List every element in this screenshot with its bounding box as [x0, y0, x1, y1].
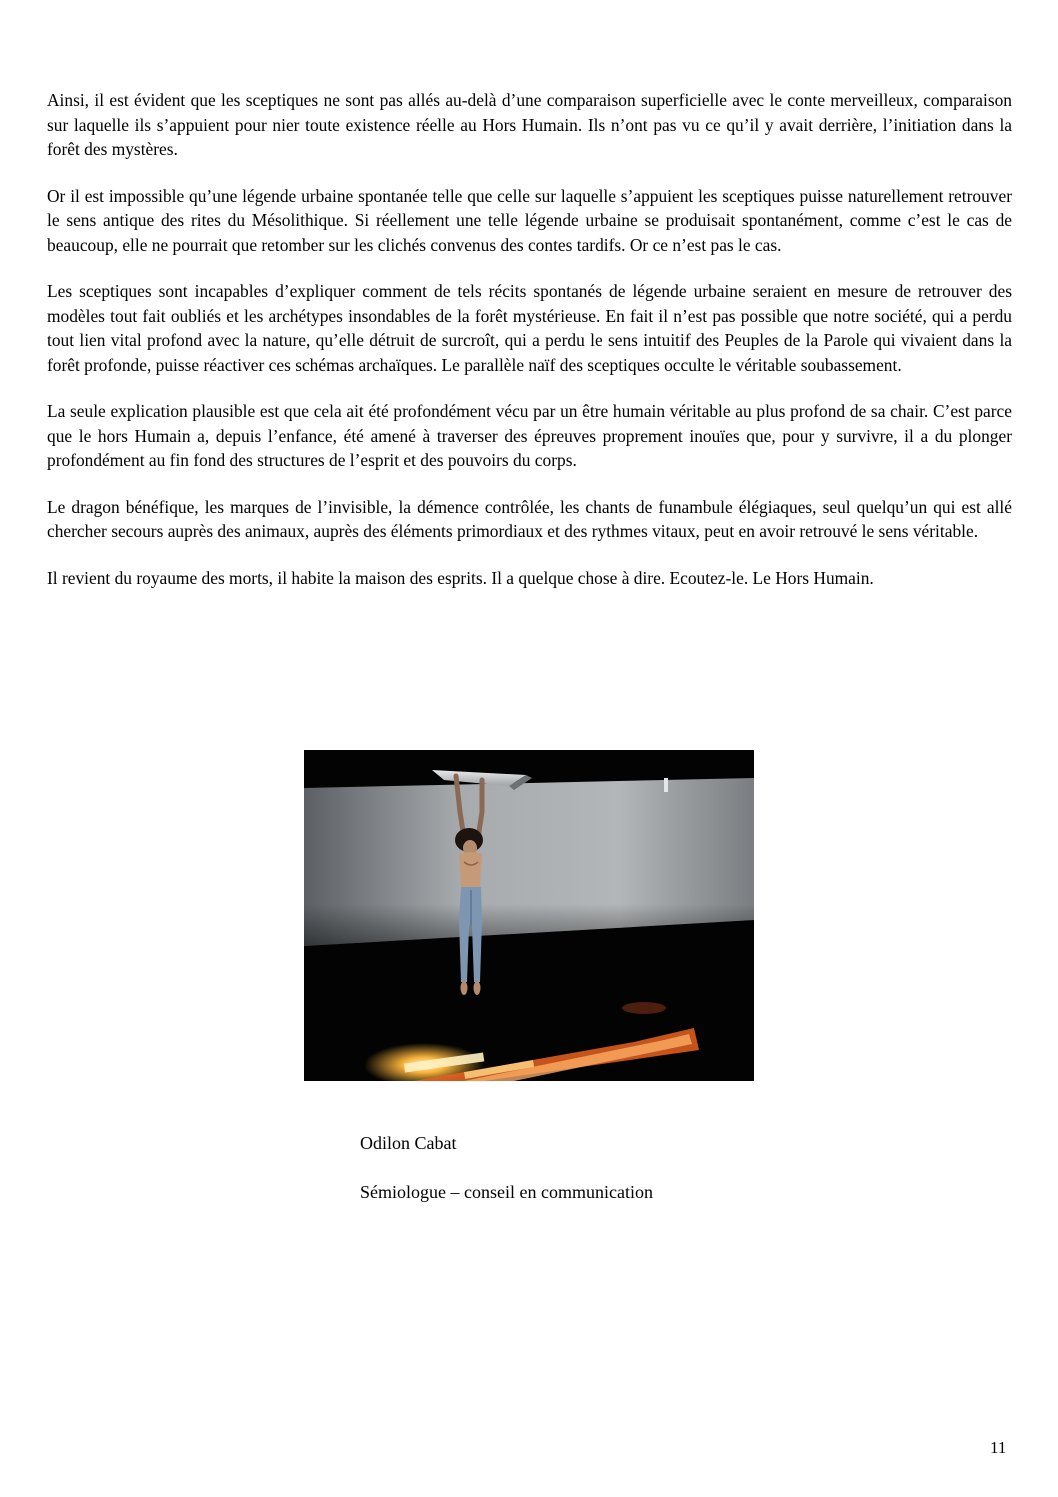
performer-photo	[304, 750, 754, 1081]
paragraph: Les sceptiques sont incapables d’expliquer comment de tels récits spontanés de légende urbaine seraient en mesure de retrouver des modèles tout fait oubliés et les archétypes insondables de la forêt mystérieuse. En fait il n’est pas possible que notre société, qui a perdu tout lien vital profond avec la nature, qu’elle détruit de surcroît, qui a perdu le sens intuitif des Peuples de la Parole qui vivaient dans la forêt profonde, puisse réactiver ces schémas archaïques. Le parallèle naïf des sceptiques occulte le véritable soubassement.	[47, 281, 1012, 375]
page-number: 11	[990, 1438, 1007, 1457]
paragraph: Le dragon bénéfique, les marques de l’invisible, la démence contrôlée, les chants de funambule élégiaques, seul quelqu’un qui est allé chercher secours auprès des animaux, auprès des éléments primordiaux et des rythmes vitaux, peut en avoir retrouvé le sens véritable.	[47, 496, 1012, 541]
paragraph: Il revient du royaume des morts, il habite la maison des esprits. Il a quelque chose à dire. Ecoutez-le. Le Hors Humain.	[47, 567, 874, 588]
body-text	[47, 88, 1012, 612]
photo-illustration	[304, 750, 754, 1081]
paragraph: Or il est impossible qu’une légende urbaine spontanée telle que celle sur laquelle s’appuient les sceptiques puisse naturellement retrouver le sens antique des rites du Mésolithique. Si réellement une telle légende urbaine se produisait spontanément, comme c’est le cas de beaucoup, elle ne pourrait que retomber sur les clichés convenus des contes tardifs. Or ce n’est pas le cas.	[47, 185, 1012, 255]
signature-name: Odilon Cabat	[360, 1133, 457, 1153]
paragraph: Ainsi, il est évident que les sceptiques ne sont pas allés au-delà d’une comparaison superficielle avec le conte merveilleux, comparaison sur laquelle ils s’appuient pour nier toute existence réelle au Hors Humain. Ils n’ont pas vu ce qu’il y avait derrière, l’initiation dans la forêt des mystères.	[47, 90, 1012, 159]
paragraph: La seule explication plausible est que cela ait été profondément vécu par un être humain véritable au plus profond de sa chair. C’est parce que le hors Humain a, depuis l’enfance, été amené à traverser des épreuves proprement inouïes que, pour y survivre, il a du plonger profondément au fin fond des structures de l’esprit et des pouvoirs du corps.	[47, 401, 1012, 470]
signature-role: Sémiologue – conseil en communication	[360, 1182, 653, 1202]
